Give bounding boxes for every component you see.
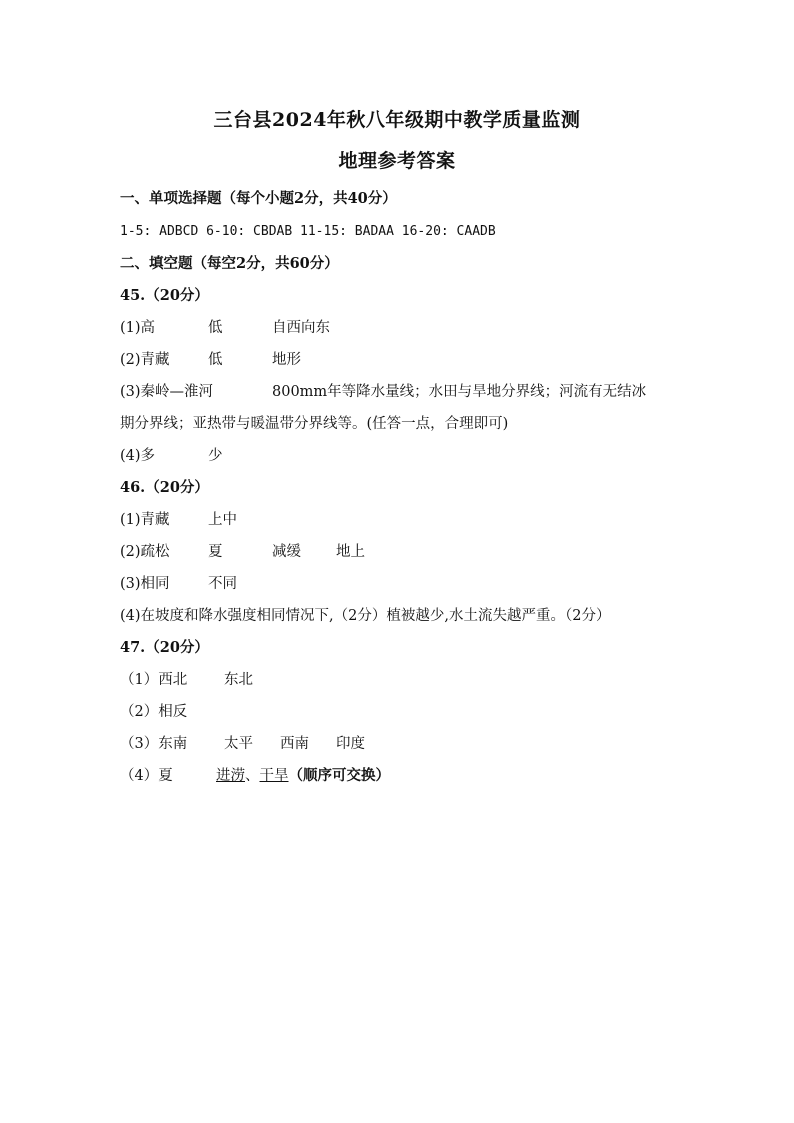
q46-a2-blank1: (2)疏松 (120, 544, 170, 560)
q47-answer-3 (120, 734, 365, 754)
q47-a3-blank1: （3）东南 (120, 736, 188, 752)
document-title: 三台县2024年秋八年级期中教学质量监测 (213, 109, 581, 131)
q47-a1-blank1: （1）西北 (120, 672, 188, 688)
q45-heading: 45.（20分） (120, 287, 209, 304)
q45-answer-4 (120, 446, 223, 466)
q45-answer-3-line2: 期分界线；亚热带与暖温带分界线等。(任答一点，合理即可) (120, 416, 509, 432)
q47-a4-term1: 进涝 (216, 768, 245, 784)
section2-heading: 二、填空题（每空2分，共60分） (120, 255, 339, 272)
q45-a4-blank2: 少 (208, 448, 223, 464)
q46-answer-4: (4)在坡度和降水强度相同情况下,（2分）植被越少,水土流失越严重。（2分） (120, 608, 611, 624)
section1-heading: 一、单项选择题（每个小题2分，共40分） (120, 190, 397, 207)
q47-a4-separator: 、 (245, 768, 260, 784)
q46-a2-blank2: 夏 (208, 544, 223, 560)
q47-a3-blank2: 太平 (224, 736, 253, 752)
q47-heading: 47.（20分） (120, 639, 209, 656)
q46-a2-blank3: 减缓 (272, 544, 301, 560)
q47-a3-blank3: 西南 (280, 736, 309, 752)
q45-answer-3-line1 (120, 382, 646, 402)
q45-a1-blank3: 自西向东 (272, 320, 330, 336)
q45-a1-blank1: (1)高 (120, 320, 156, 336)
q47-a3-blank4: 印度 (336, 736, 365, 752)
q45-a4-blank1: (4)多 (120, 448, 156, 464)
q46-a2-blank4: 地上 (336, 544, 365, 560)
q45-a2-blank3: 地形 (272, 352, 301, 368)
q47-answer-2: （2）相反 (120, 704, 188, 720)
q45-a1-blank2: 低 (208, 320, 223, 336)
q46-answer-2 (120, 542, 365, 562)
q47-a4-note: （顺序可交换） (288, 767, 390, 784)
q45-a3-blank1: (3)秦岭—淮河 (120, 384, 214, 400)
document-subtitle: 地理参考答案 (338, 150, 456, 172)
q45-a2-blank2: 低 (208, 352, 223, 368)
section1-answers: 1-5: ADBCD 6-10: CBDAB 11-15: BADAA 16-20: CAADB (120, 224, 496, 239)
q46-a1-blank1: (1)青藏 (120, 512, 170, 528)
q47-a4-blank1: （4）夏 (120, 768, 173, 784)
q47-a4-term2: 干旱 (259, 768, 289, 784)
q47-answer-1 (120, 670, 253, 690)
q46-a3-blank1: (3)相同 (120, 576, 170, 592)
q46-a3-blank2: 不同 (208, 576, 237, 592)
q46-answer-3 (120, 574, 237, 594)
q46-answer-1 (120, 510, 237, 530)
q45-answer-1 (120, 318, 330, 338)
q47-a1-blank2: 东北 (224, 672, 253, 688)
q45-answer-2 (120, 350, 301, 370)
q45-a2-blank1: (2)青藏 (120, 352, 170, 368)
q46-heading: 46.（20分） (120, 479, 209, 496)
q45-a3-blank2: 800mm年等降水量线；水田与旱地分界线；河流有无结冰 (272, 384, 647, 400)
q46-a1-blank2: 上中 (208, 512, 237, 528)
q47-answer-4 (120, 766, 390, 786)
